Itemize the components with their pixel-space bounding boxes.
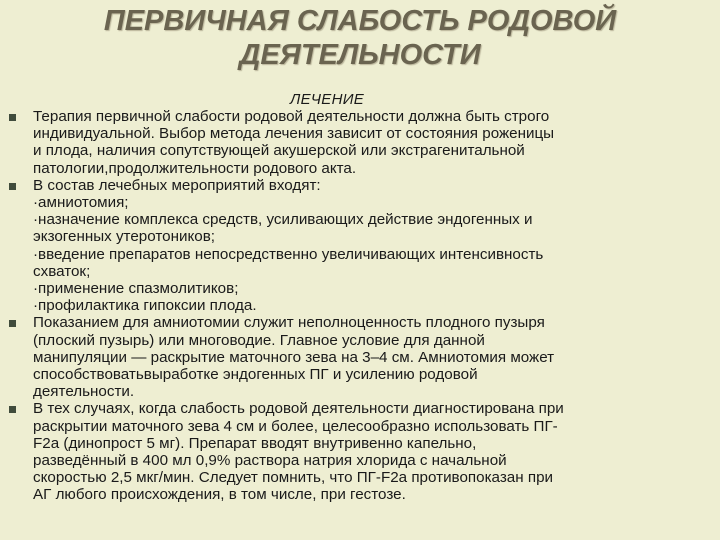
section-subtitle: ЛЕЧЕНИЕ [290,91,365,108]
bullet-line: ·применение спазмолитиков; [33,280,239,298]
bullet-line: раскрытии маточного зева 4 см и более, целесообразно использовать ПГ- [33,417,558,435]
slide-title-line-2: ДЕЯТЕЛЬНОСТИ [239,39,481,71]
bullet-line: индивидуальной. Выбор метода лечения зависит от состояния роженицы [33,125,555,143]
bullet-line: Показанием для амниотомии служит неполноценность плодного пузыря [33,314,545,332]
bullet-item [8,400,714,503]
square-bullet-icon [9,320,16,327]
bullet-line: F2a (динопрост 5 мг). Препарат вводят внутривенно капельно, [33,434,477,452]
bullet-line: и плода, наличия сопутствующей акушерской или экстрагенитальной [33,142,525,160]
square-bullet-icon [9,114,16,121]
square-bullet-icon [9,406,16,413]
bullet-line: скоростью 2,5 мкг/мин. Следует помнить, что ПГ-F2a противопоказан при [33,469,554,487]
bullet-line: Терапия первичной слабости родовой деятельности должна быть строго [33,108,550,125]
square-bullet-icon [9,183,16,190]
bullet-item [8,314,714,400]
bullet-list [8,108,714,504]
bullet-line: ·профилактика гипоксии плода. [33,297,257,315]
bullet-line: В состав лечебных мероприятий входят: [33,176,321,194]
bullet-line: патологии,продолжительности родового акта. [33,159,357,177]
bullet-line: ·введение препаратов непосредственно увеличивающих интенсивность [33,245,544,263]
slide-title-line-1: ПЕРВИЧНАЯ СЛАБОСТЬ РОДОВОЙ [103,5,617,37]
bullet-item [8,108,714,177]
slide-title [60,4,660,72]
bullet-line: манипуляции — раскрытие маточного зева на 3–4 см. Амниотомия может [33,348,555,366]
bullet-line: экзогенных утеротоников; [33,228,215,246]
bullet-line: разведённый в 400 мл 0,9% раствора натрия хлорида с начальной [33,452,507,470]
bullet-line: схваток; [33,262,91,280]
bullet-line: способствоватьвыработке эндогенных ПГ и усилению родовой [33,366,478,384]
bullet-item [8,177,714,315]
bullet-line: АГ любого происхождения, в том числе, при гестозе. [33,486,406,504]
bullet-line: ·назначение комплекса средств, усиливающих действие эндогенных и [33,211,533,229]
bullet-line: В тех случаях, когда слабость родовой деятельности диагностирована при [33,400,564,418]
bullet-line: (плоский пузырь) или многоводие. Главное условие для данной [33,331,485,349]
bullet-line: деятельности. [33,383,135,401]
bullet-line: ·амниотомия; [33,194,129,212]
